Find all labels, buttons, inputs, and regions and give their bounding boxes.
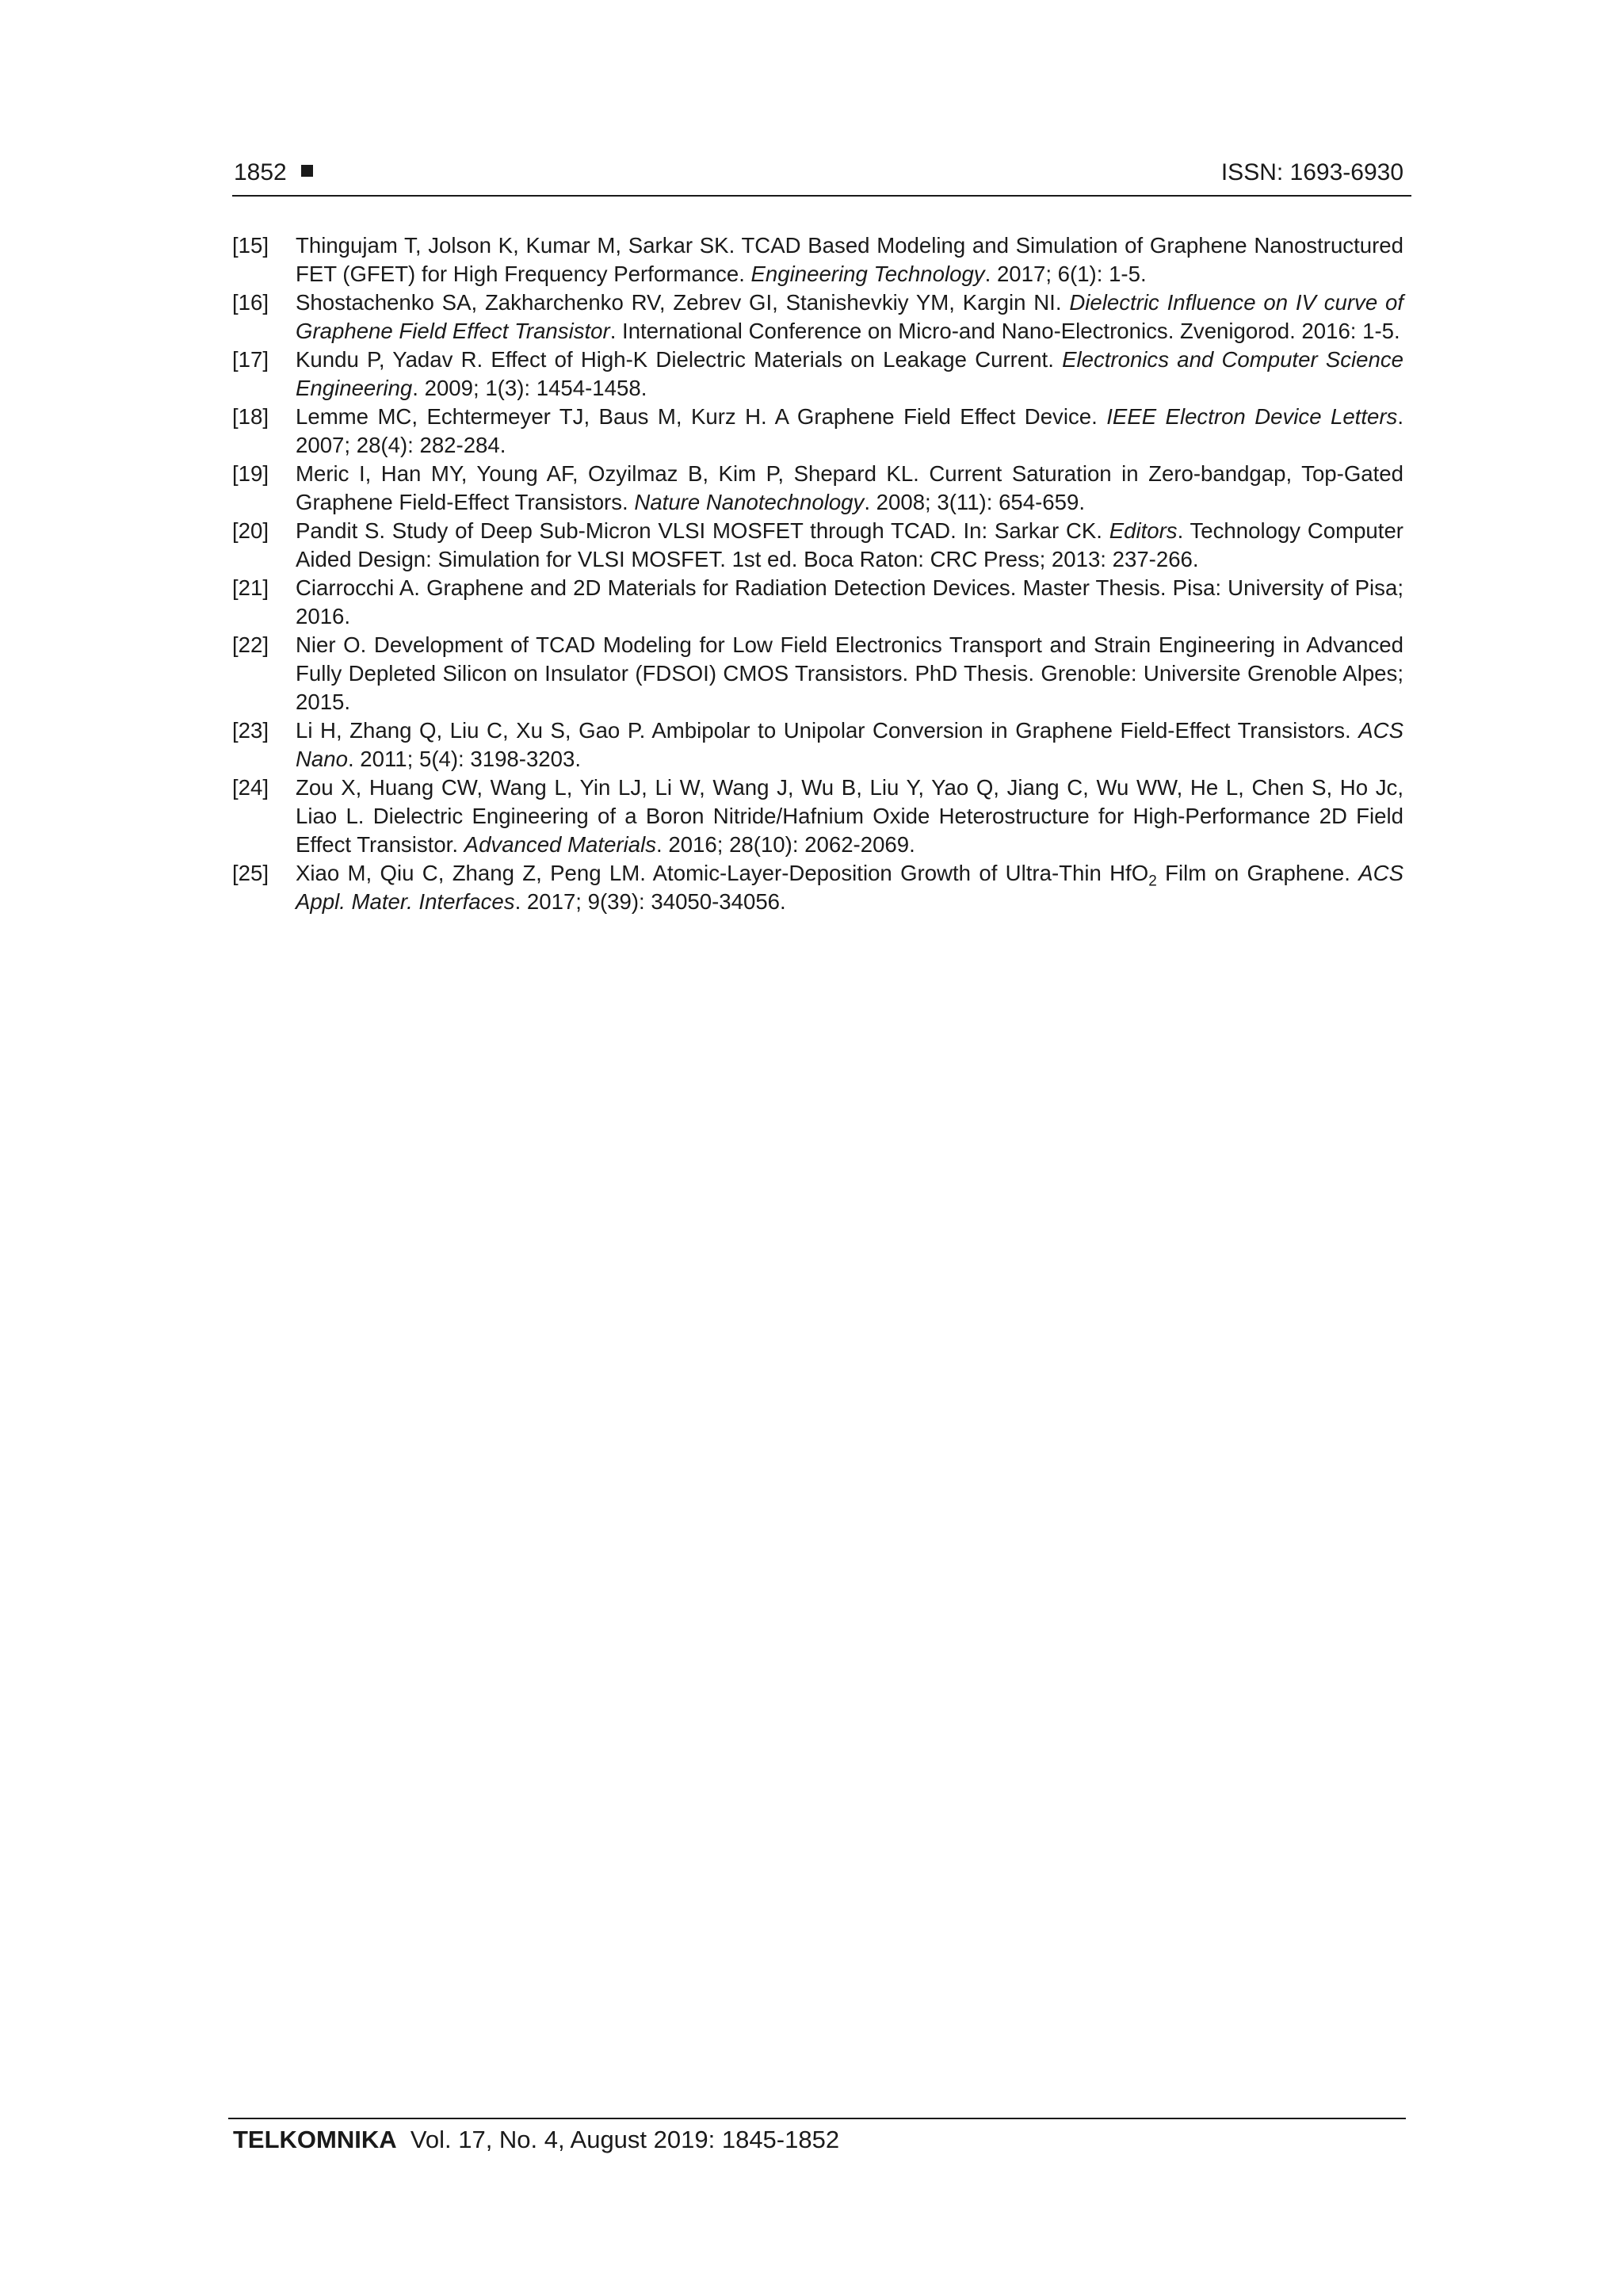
reference-text — [296, 774, 1403, 859]
reference-number: [21] — [232, 575, 269, 600]
reference-text-main: Nier O. Development of TCAD Modeling for Low Field Electronics Transport and Strain Engineering in Advanced Fully Depleted Silicon on Insulator (FDSOI) CMOS Transistors. PhD Thesis. Grenoble: Universite Grenoble Alpes; 2015. — [296, 632, 1403, 714]
reference-text — [296, 859, 1403, 916]
reference-number: [24] — [232, 775, 269, 800]
reference-text — [296, 288, 1403, 346]
reference-number: [15] — [232, 233, 269, 258]
reference-source-italic: Advanced Materials — [464, 832, 657, 857]
page-number — [234, 159, 313, 187]
journal-citation: Vol. 17, No. 4, August 2019: 1845-1852 — [410, 2126, 840, 2153]
reference-text-tail: . 2009; 1(3): 1454-1458. — [412, 376, 647, 400]
reference-item — [232, 403, 1403, 460]
reference-source-italic: Nature Nanotechnology — [634, 490, 865, 514]
reference-item — [232, 774, 1403, 859]
reference-text-tail: . 2016; 28(10): 2062-2069. — [656, 832, 915, 857]
reference-text-tail: . 2017; 6(1): 1-5. — [984, 262, 1147, 286]
reference-text — [296, 517, 1403, 574]
reference-text-tail: . 2011; 5(4): 3198-3203. — [347, 747, 582, 771]
reference-item — [232, 517, 1403, 574]
reference-text-main: Xiao M, Qiu C, Zhang Z, Peng LM. Atomic-Layer-Deposition Growth of Ultra-Thin HfO — [296, 861, 1149, 885]
page-header — [232, 155, 1411, 197]
reference-text-tail: . 2017; 9(39): 34050-34056. — [514, 889, 786, 914]
reference-source-italic: Dielectric Influence on IV curve of Graphene Field Effect Transistor — [296, 290, 1403, 343]
reference-subscript: 2 — [1148, 873, 1157, 890]
reference-number: [22] — [232, 632, 269, 657]
reference-item — [232, 460, 1403, 517]
reference-source-italic: ACS Nano — [296, 718, 1403, 771]
reference-text-main: Thingujam T, Jolson K, Kumar M, Sarkar SK. TCAD Based Modeling and Simulation of Graphene Nanostructured FET (GFET) for High Frequency Performance. — [296, 233, 1403, 286]
reference-text-main: Pandit S. Study of Deep Sub-Micron VLSI MOSFET through TCAD. In: Sarkar CK. — [296, 518, 1109, 543]
reference-item — [232, 346, 1403, 403]
reference-text-main: Meric I, Han MY, Young AF, Ozyilmaz B, Kim P, Shepard KL. Current Saturation in Zero-bandgap, Top-Gated Graphene Field-Effect Transistors. — [296, 461, 1403, 514]
reference-item — [232, 288, 1403, 346]
page-footer — [228, 2118, 1406, 2156]
reference-item — [232, 631, 1403, 716]
reference-text-main: Lemme MC, Echtermeyer TJ, Baus M, Kurz H. A Graphene Field Effect Device. — [296, 404, 1107, 429]
reference-number: [16] — [232, 290, 269, 315]
reference-item — [232, 231, 1403, 288]
reference-text-main: Shostachenko SA, Zakharchenko RV, Zebrev GI, Stanishevkiy YM, Kargin NI. — [296, 290, 1070, 315]
reference-text — [296, 574, 1403, 631]
reference-text-main: Ciarrocchi A. Graphene and 2D Materials for Radiation Detection Devices. Master Thesis. Pisa: University of Pisa; 2016. — [296, 575, 1403, 628]
reference-text — [296, 716, 1403, 774]
reference-source-italic: Editors — [1109, 518, 1178, 543]
reference-text — [296, 631, 1403, 716]
reference-text-tail: . Technology Computer Aided Design: Simulation for VLSI MOSFET. 1st ed. Boca Raton: CRC Press; 2013: 237-266. — [296, 518, 1403, 571]
issn-label: ISSN: 1693-6930 — [1220, 159, 1403, 185]
reference-source-italic: IEEE Electron Device Letters — [1106, 404, 1398, 429]
reference-text-main: Kundu P, Yadav R. Effect of High-K Dielectric Materials on Leakage Current. — [296, 347, 1063, 372]
reference-number: [18] — [232, 404, 269, 429]
reference-number: [17] — [232, 347, 269, 372]
reference-text-tail: . 2008; 3(11): 654-659. — [864, 490, 1086, 514]
reference-source-italic: Engineering Technology — [750, 262, 985, 286]
square-bullet-icon — [301, 165, 313, 177]
journal-name: TELKOMNIKA — [233, 2126, 397, 2153]
reference-number: [20] — [232, 518, 269, 543]
reference-source-italic: Electronics and Computer Science Engineering — [296, 347, 1403, 400]
reference-text-main-cont: Film on Graphene. — [1156, 861, 1359, 885]
reference-text-main: Li H, Zhang Q, Liu C, Xu S, Gao P. Ambipolar to Unipolar Conversion in Graphene Field-Effect Transistors. — [296, 718, 1359, 743]
reference-source-italic: ACS Appl. Mater. Interfaces — [296, 861, 1403, 914]
reference-number: [23] — [232, 718, 269, 743]
reference-item — [232, 574, 1403, 631]
reference-text — [296, 403, 1403, 460]
reference-item — [232, 716, 1403, 774]
reference-text-tail: . International Conference on Micro-and Nano-Electronics. Zvenigorod. 2016: 1-5. — [609, 319, 1400, 343]
reference-text-tail: . 2007; 28(4): 282-284. — [296, 404, 1403, 457]
reference-list — [232, 231, 1403, 916]
page-number-text: 1852 — [234, 159, 287, 185]
reference-text-main: Zou X, Huang CW, Wang L, Yin LJ, Li W, Wang J, Wu B, Liu Y, Yao Q, Jiang C, Wu WW, He L, Chen S, Ho Jc, Liao L. Dielectric Engineering of a Boron Nitride/Hafnium Oxide Heterostructure for High-Performance 2D Field Effect Transistor. — [296, 775, 1403, 857]
reference-text — [296, 231, 1403, 288]
reference-text — [296, 460, 1403, 517]
reference-text — [296, 346, 1403, 403]
reference-number: [25] — [232, 861, 269, 885]
reference-number: [19] — [232, 461, 269, 486]
reference-item — [232, 859, 1403, 916]
